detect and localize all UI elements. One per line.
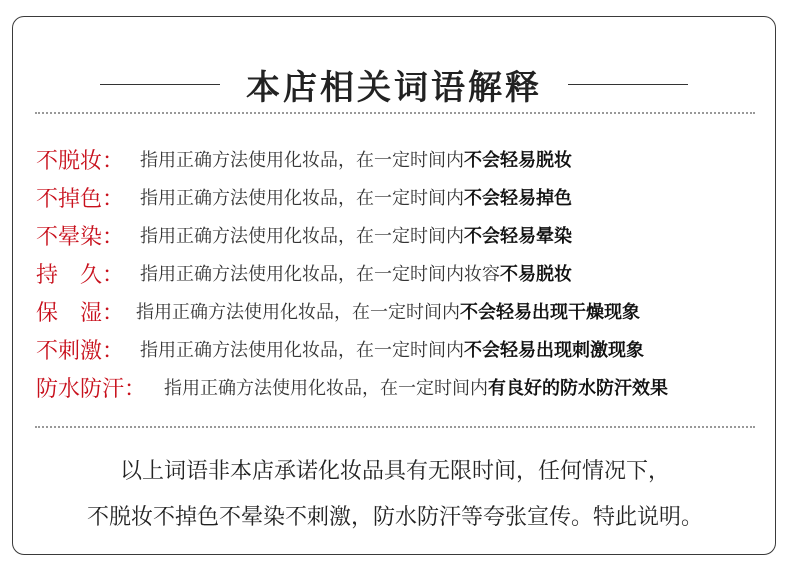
term-emphasis: 不易脱妆 <box>500 264 572 285</box>
dotted-divider-top <box>35 112 755 114</box>
disclaimer-line-2: 不脱妆不掉色不晕染不刺激，防水防汗等夸张宣传。特此说明。 <box>86 505 703 530</box>
title-line-right <box>568 84 688 85</box>
term-emphasis: 不会轻易晕染 <box>464 226 572 247</box>
term-label: 不脱妆： <box>36 148 125 174</box>
term-emphasis: 不会轻易脱妆 <box>464 150 572 171</box>
term-description: 指用正确方法使用化妆品，在一定时间内 <box>140 188 464 209</box>
term-list <box>36 140 766 406</box>
term-description: 指用正确方法使用化妆品，在一定时间内 <box>136 302 460 323</box>
term-row-waterproof <box>36 368 766 406</box>
title-row <box>13 61 775 107</box>
term-description: 指用正确方法使用化妆品，在一定时间内 <box>140 226 464 247</box>
term-row-moisturizing <box>36 292 766 330</box>
term-row-non-irritating <box>36 330 766 368</box>
page-title: 本店相关词语解释 <box>246 67 542 108</box>
term-emphasis: 有良好的防水防汗效果 <box>488 378 668 399</box>
term-description: 指用正确方法使用化妆品，在一定时间内妆容 <box>140 264 500 285</box>
term-emphasis: 不会轻易掉色 <box>464 188 572 209</box>
term-label: 不晕染： <box>36 224 125 250</box>
term-emphasis: 不会轻易出现干燥现象 <box>460 302 640 323</box>
term-row-no-bleed <box>36 216 766 254</box>
term-emphasis: 不会轻易出现刺激现象 <box>464 340 644 361</box>
term-label: 不掉色： <box>36 186 125 212</box>
term-row-no-smudge <box>36 140 766 178</box>
term-label: 持 久： <box>36 262 125 288</box>
term-row-long-lasting <box>36 254 766 292</box>
dotted-divider-bottom <box>35 426 755 428</box>
term-label: 保 湿： <box>36 300 125 326</box>
disclaimer-line-1: 以上词语非本店承诺化妆品具有无限时间，任何情况下， <box>119 459 670 484</box>
term-description: 指用正确方法使用化妆品，在一定时间内 <box>140 340 464 361</box>
term-description: 指用正确方法使用化妆品，在一定时间内 <box>140 150 464 171</box>
title-line-left <box>100 84 220 85</box>
term-description: 指用正确方法使用化妆品，在一定时间内 <box>164 378 488 399</box>
term-label: 防水防汗： <box>36 376 147 402</box>
term-label: 不刺激： <box>36 338 125 364</box>
term-row-no-fade <box>36 178 766 216</box>
